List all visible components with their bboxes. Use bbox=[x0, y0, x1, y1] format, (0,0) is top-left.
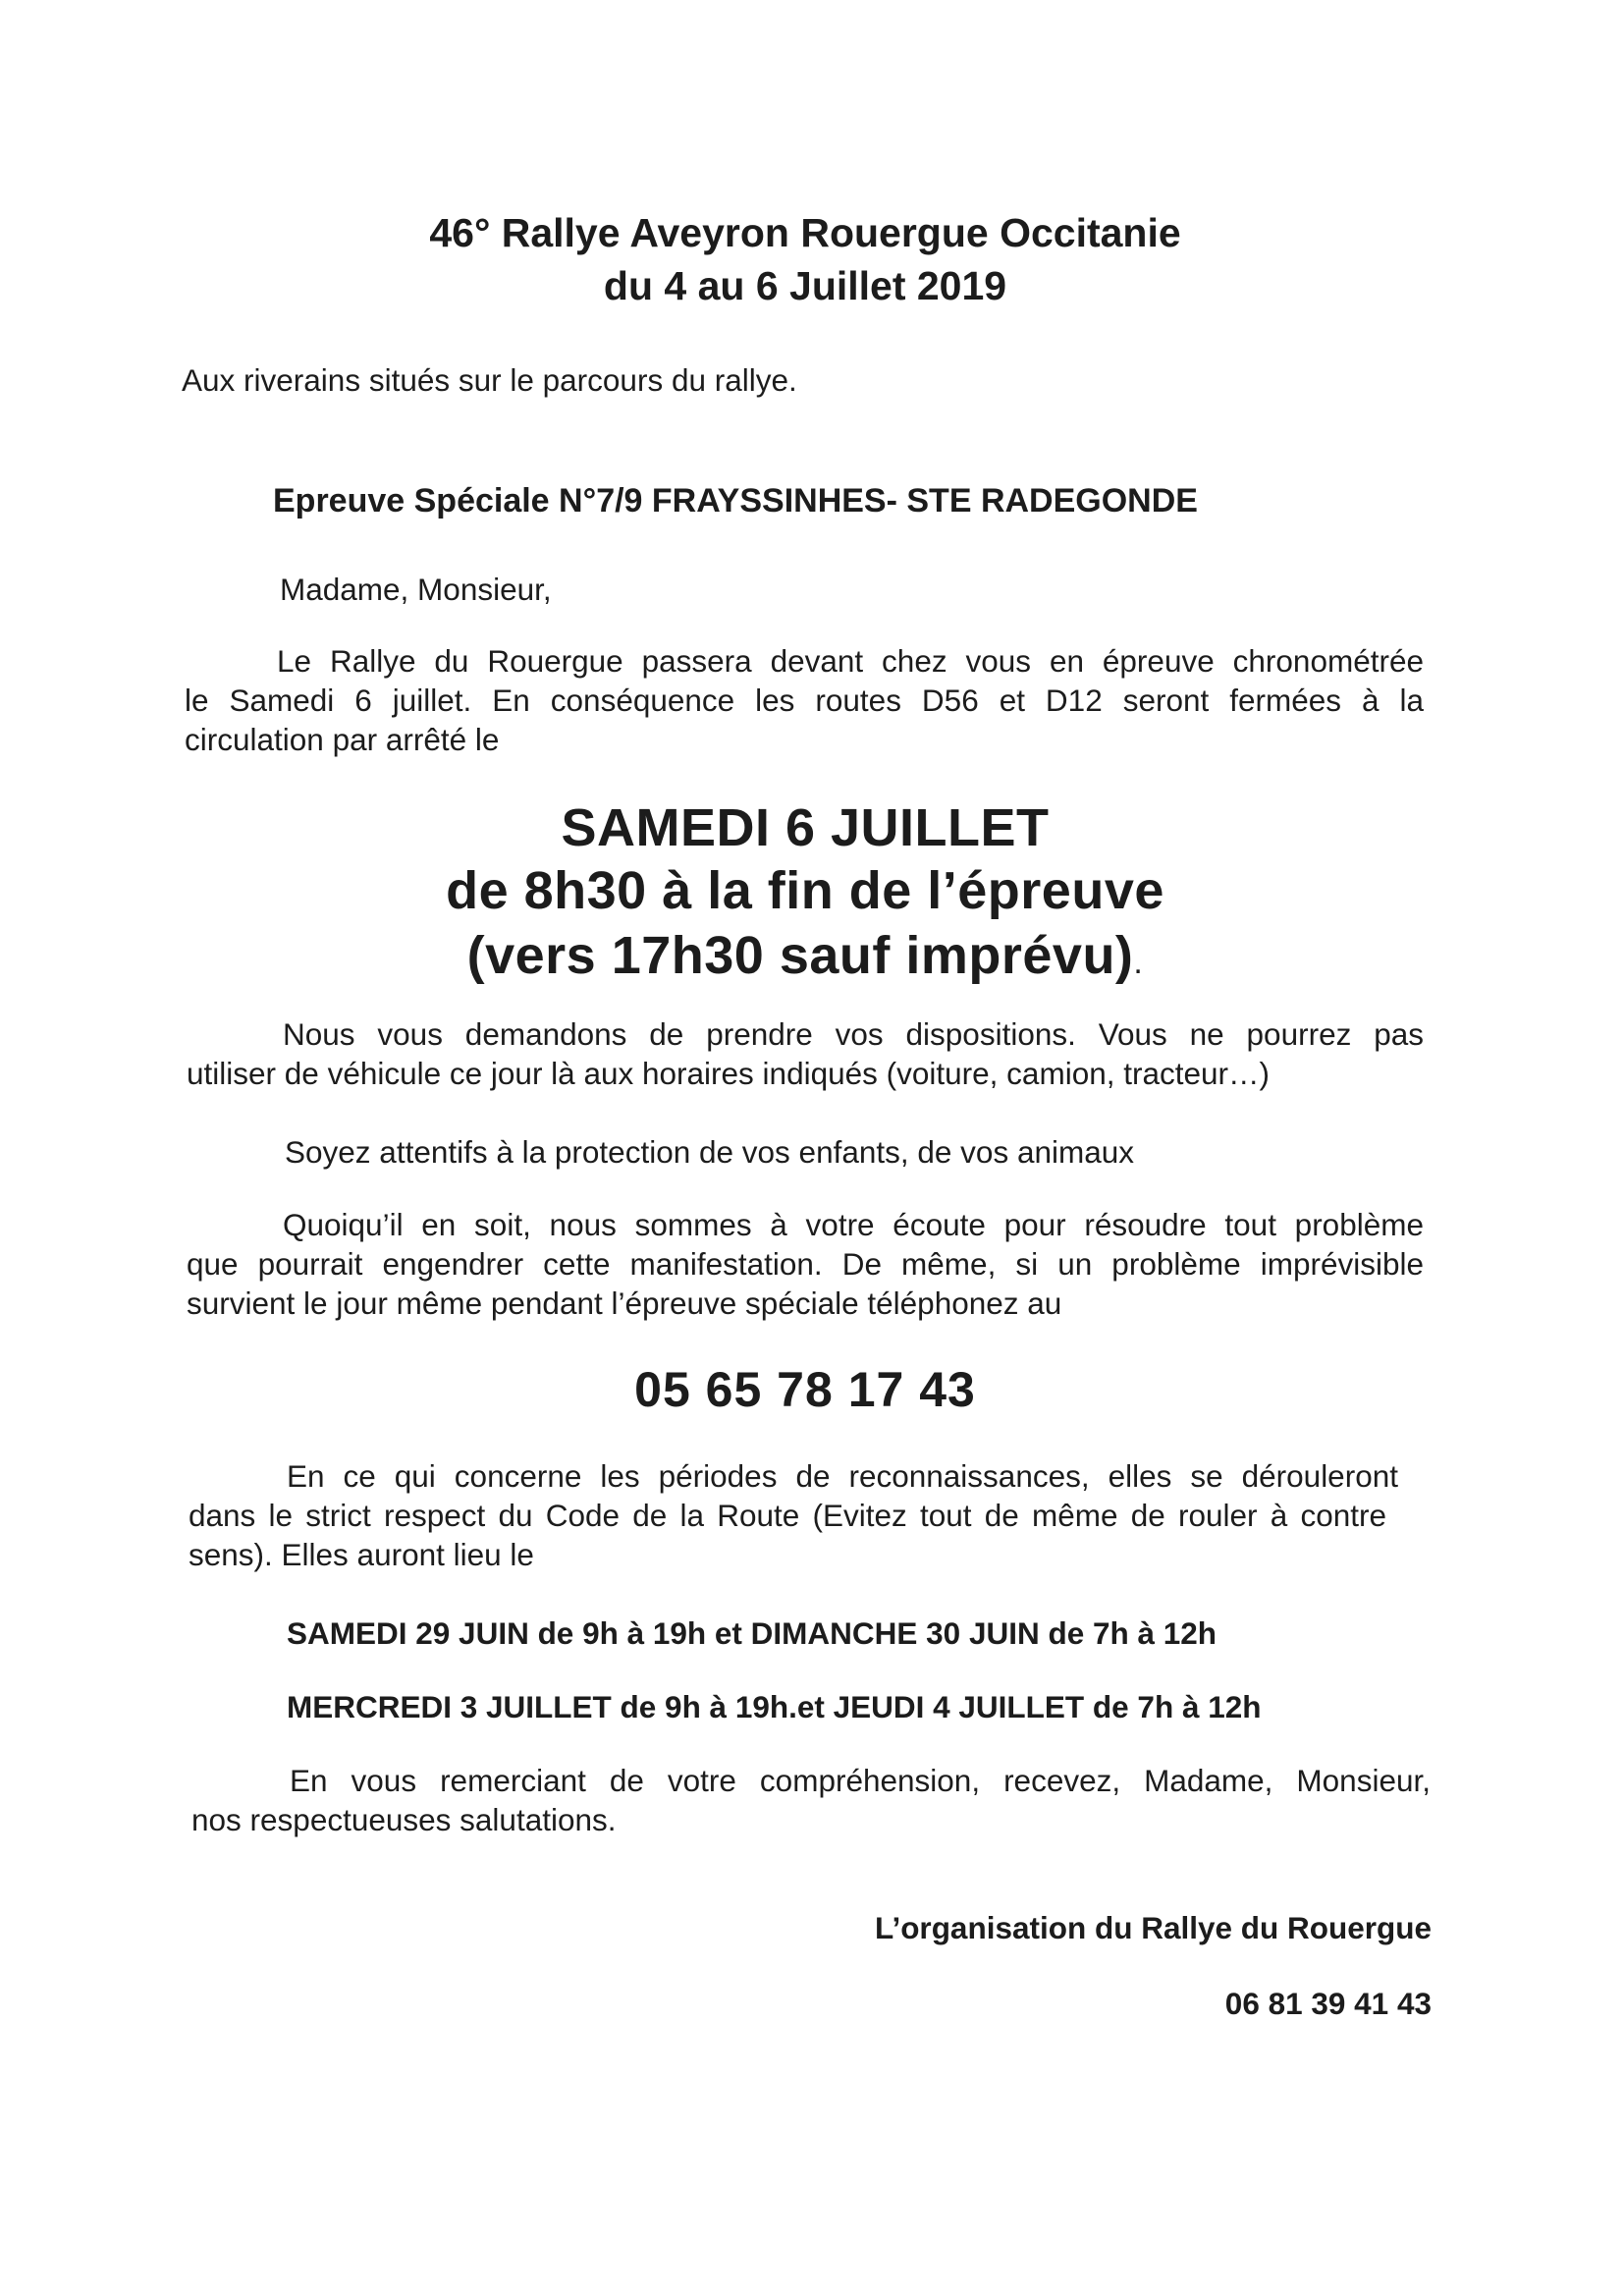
title-line-2: du 4 au 6 Juillet 2019 bbox=[603, 263, 1007, 308]
closure-day: SAMEDI 6 JUILLET bbox=[561, 798, 1050, 857]
title-line-1: 46° Rallye Aveyron Rouergue Occitanie bbox=[429, 210, 1181, 255]
paragraph-3: Soyez attentifs à la protection de vos enfants, de vos animaux bbox=[285, 1134, 1135, 1170]
signature-organisation: L’organisation du Rallye du Rouergue bbox=[874, 1910, 1432, 1945]
paragraph-5-line-1: En ce qui concerne les périodes de reconnaissances, elles se dérouleront bbox=[287, 1458, 1398, 1494]
closing-line-1: En vous remerciant de votre compréhension, recevez, Madame, Monsieur, bbox=[290, 1763, 1431, 1798]
recipient-line: Aux riverains situés sur le parcours du rallye. bbox=[182, 362, 797, 398]
recon-dates-line-2: MERCREDI 3 JUILLET de 9h à 19h.et JEUDI 4 JUILLET de 7h à 12h bbox=[287, 1689, 1262, 1724]
closing-line-2: nos respectueuses salutations. bbox=[191, 1802, 617, 1837]
paragraph-5-line-3: sens). Elles auront lieu le bbox=[189, 1537, 534, 1572]
paragraph-1-line-1: Le Rallye du Rouergue passera devant chez vous en épreuve chronométrée bbox=[277, 643, 1424, 679]
paragraph-4-line-1: Quoiqu’il en soit, nous sommes à votre écoute pour résoudre tout problème bbox=[283, 1207, 1424, 1242]
paragraph-4-line-2: que pourrait engendrer cette manifestation. De même, si un problème imprévisible bbox=[187, 1246, 1424, 1282]
paragraph-4-line-3: survient le jour même pendant l’épreuve spéciale téléphonez au bbox=[187, 1285, 1062, 1321]
salutation: Madame, Monsieur, bbox=[280, 572, 552, 607]
emergency-phone-number: 05 65 78 17 43 bbox=[634, 1362, 976, 1417]
recon-dates-line-1: SAMEDI 29 JUIN de 9h à 19h et DIMANCHE 30 JUIN de 7h à 12h bbox=[287, 1615, 1217, 1651]
stage-heading: Epreuve Spéciale N°7/9 FRAYSSINHES- STE RADEGONDE bbox=[273, 482, 1198, 519]
signature-phone: 06 81 39 41 43 bbox=[1224, 1986, 1432, 2021]
closure-start: de 8h30 à la fin de l’épreuve bbox=[446, 861, 1164, 920]
closure-end bbox=[295, 921, 1316, 997]
paragraph-2-line-2: utiliser de véhicule ce jour là aux horaires indiqués (voiture, camion, tracteur…) bbox=[187, 1056, 1271, 1091]
paragraph-1-line-3: circulation par arrêté le bbox=[185, 722, 500, 757]
paragraph-2-line-1: Nous vous demandons de prendre vos dispositions. Vous ne pourrez pas bbox=[283, 1016, 1424, 1052]
closure-end-text: (vers 17h30 sauf imprévu) bbox=[466, 926, 1134, 985]
paragraph-5-line-2: dans le strict respect du Code de la Route (Evitez tout de même de rouler à contre bbox=[189, 1498, 1386, 1533]
paragraph-1-line-2: le Samedi 6 juillet. En conséquence les routes D56 et D12 seront fermées à la bbox=[185, 683, 1424, 718]
closure-end-period: . bbox=[1133, 944, 1144, 981]
